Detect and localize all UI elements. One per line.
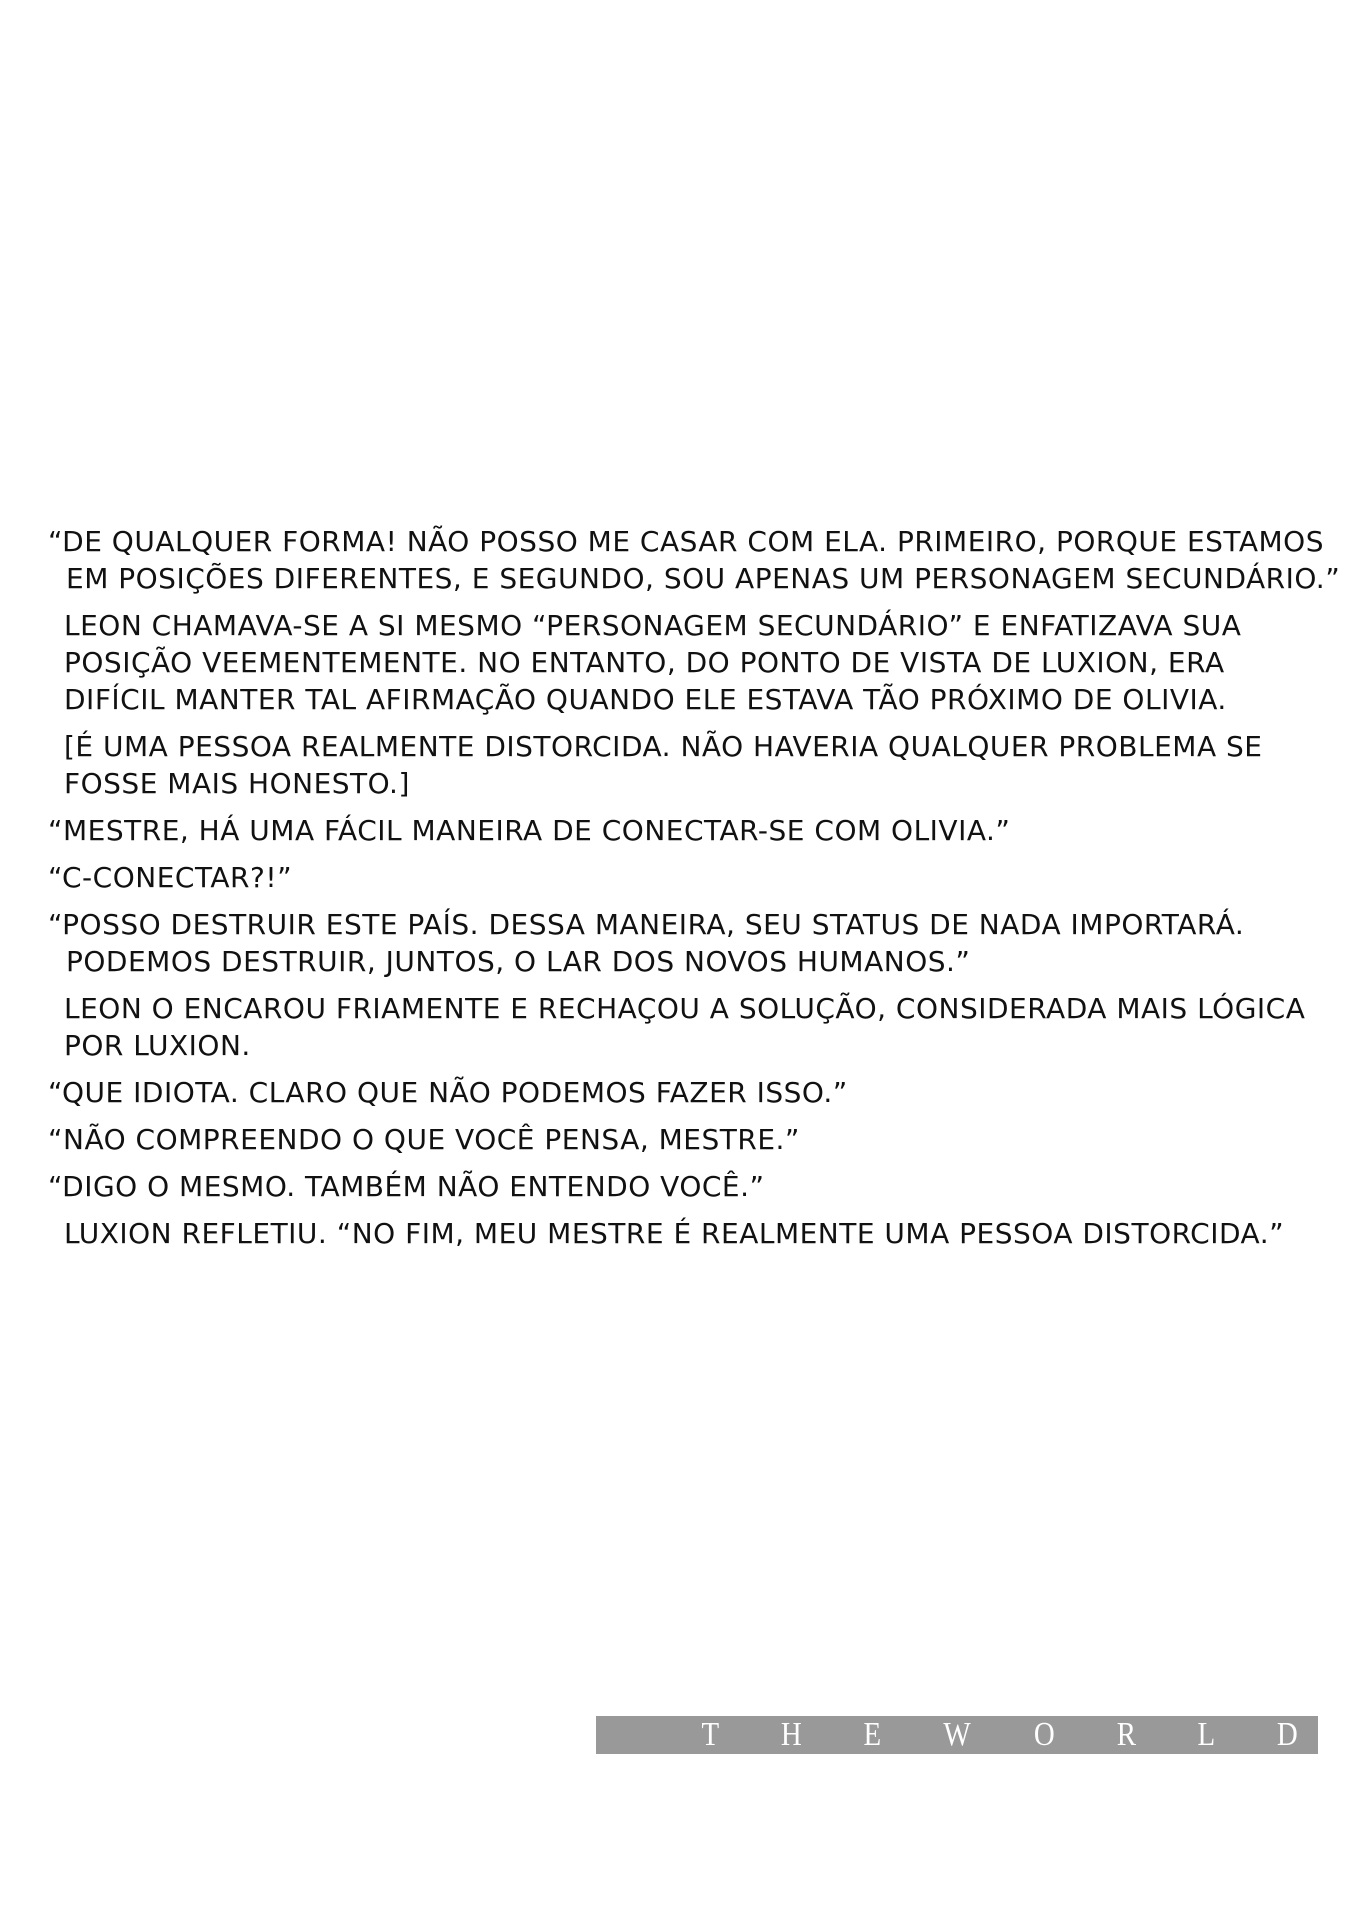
text-line: POSIÇÃO VEEMENTEMENTE. NO ENTANTO, DO PONTO DE VISTA DE LUXION, ERA bbox=[64, 646, 1225, 679]
text-line: LEON CHAMAVA-SE A SI MESMO “PERSONAGEM SECUNDÁRIO” E ENFATIZAVA SUA bbox=[64, 609, 1242, 642]
paragraph bbox=[44, 990, 1304, 1064]
paragraph bbox=[44, 859, 1304, 896]
text-line: “NÃO COMPREENDO O QUE VOCÊ PENSA, MESTRE.” bbox=[48, 1123, 800, 1156]
text-line: “DE QUALQUER FORMA! NÃO POSSO ME CASAR COM ELA. PRIMEIRO, PORQUE ESTAMOS bbox=[48, 525, 1324, 558]
paragraph bbox=[44, 812, 1304, 849]
footer-letter: E bbox=[863, 1716, 882, 1753]
paragraph bbox=[44, 1168, 1304, 1205]
paragraph bbox=[44, 1074, 1304, 1111]
footer-letter: R bbox=[1116, 1716, 1137, 1753]
footer-letter: L bbox=[1197, 1716, 1216, 1753]
paragraph bbox=[44, 1121, 1304, 1158]
paragraph bbox=[44, 906, 1304, 980]
footer-letter: T bbox=[701, 1716, 720, 1753]
footer-title bbox=[700, 1716, 1300, 1754]
paragraph bbox=[44, 1215, 1304, 1252]
text-line: “POSSO DESTRUIR ESTE PAÍS. DESSA MANEIRA, SEU STATUS DE NADA IMPORTARÁ. bbox=[48, 908, 1245, 941]
text-line: DIFÍCIL MANTER TAL AFIRMAÇÃO QUANDO ELE ESTAVA TÃO PRÓXIMO DE OLIVIA. bbox=[64, 683, 1227, 716]
body-text bbox=[44, 523, 1341, 1252]
footer-letter: W bbox=[943, 1716, 972, 1753]
paragraph bbox=[44, 728, 1304, 802]
text-line: EM POSIÇÕES DIFERENTES, E SEGUNDO, SOU APENAS UM PERSONAGEM SECUNDÁRIO.” bbox=[66, 562, 1341, 595]
paragraph bbox=[44, 607, 1304, 718]
text-line: PODEMOS DESTRUIR, JUNTOS, O LAR DOS NOVOS HUMANOS.” bbox=[66, 945, 971, 978]
footer-letter: H bbox=[781, 1716, 802, 1753]
text-line: FOSSE MAIS HONESTO.] bbox=[64, 767, 410, 800]
paragraph bbox=[44, 523, 1341, 597]
text-line: LEON O ENCAROU FRIAMENTE E RECHAÇOU A SOLUÇÃO, CONSIDERADA MAIS LÓGICA bbox=[64, 992, 1306, 1025]
footer-letter: O bbox=[1033, 1716, 1055, 1753]
text-line: “MESTRE, HÁ UMA FÁCIL MANEIRA DE CONECTAR-SE COM OLIVIA.” bbox=[48, 814, 1011, 847]
text-line: “C-CONECTAR?!” bbox=[48, 861, 293, 894]
footer-letter: D bbox=[1277, 1716, 1299, 1753]
text-line: “QUE IDIOTA. CLARO QUE NÃO PODEMOS FAZER ISSO.” bbox=[48, 1076, 848, 1109]
text-line: “DIGO O MESMO. TAMBÉM NÃO ENTENDO VOCÊ.” bbox=[48, 1170, 765, 1203]
text-line: LUXION REFLETIU. “NO FIM, MEU MESTRE É REALMENTE UMA PESSOA DISTORCIDA.” bbox=[64, 1217, 1285, 1250]
text-line: [É UMA PESSOA REALMENTE DISTORCIDA. NÃO HAVERIA QUALQUER PROBLEMA SE bbox=[64, 730, 1263, 763]
text-line: POR LUXION. bbox=[64, 1029, 251, 1062]
